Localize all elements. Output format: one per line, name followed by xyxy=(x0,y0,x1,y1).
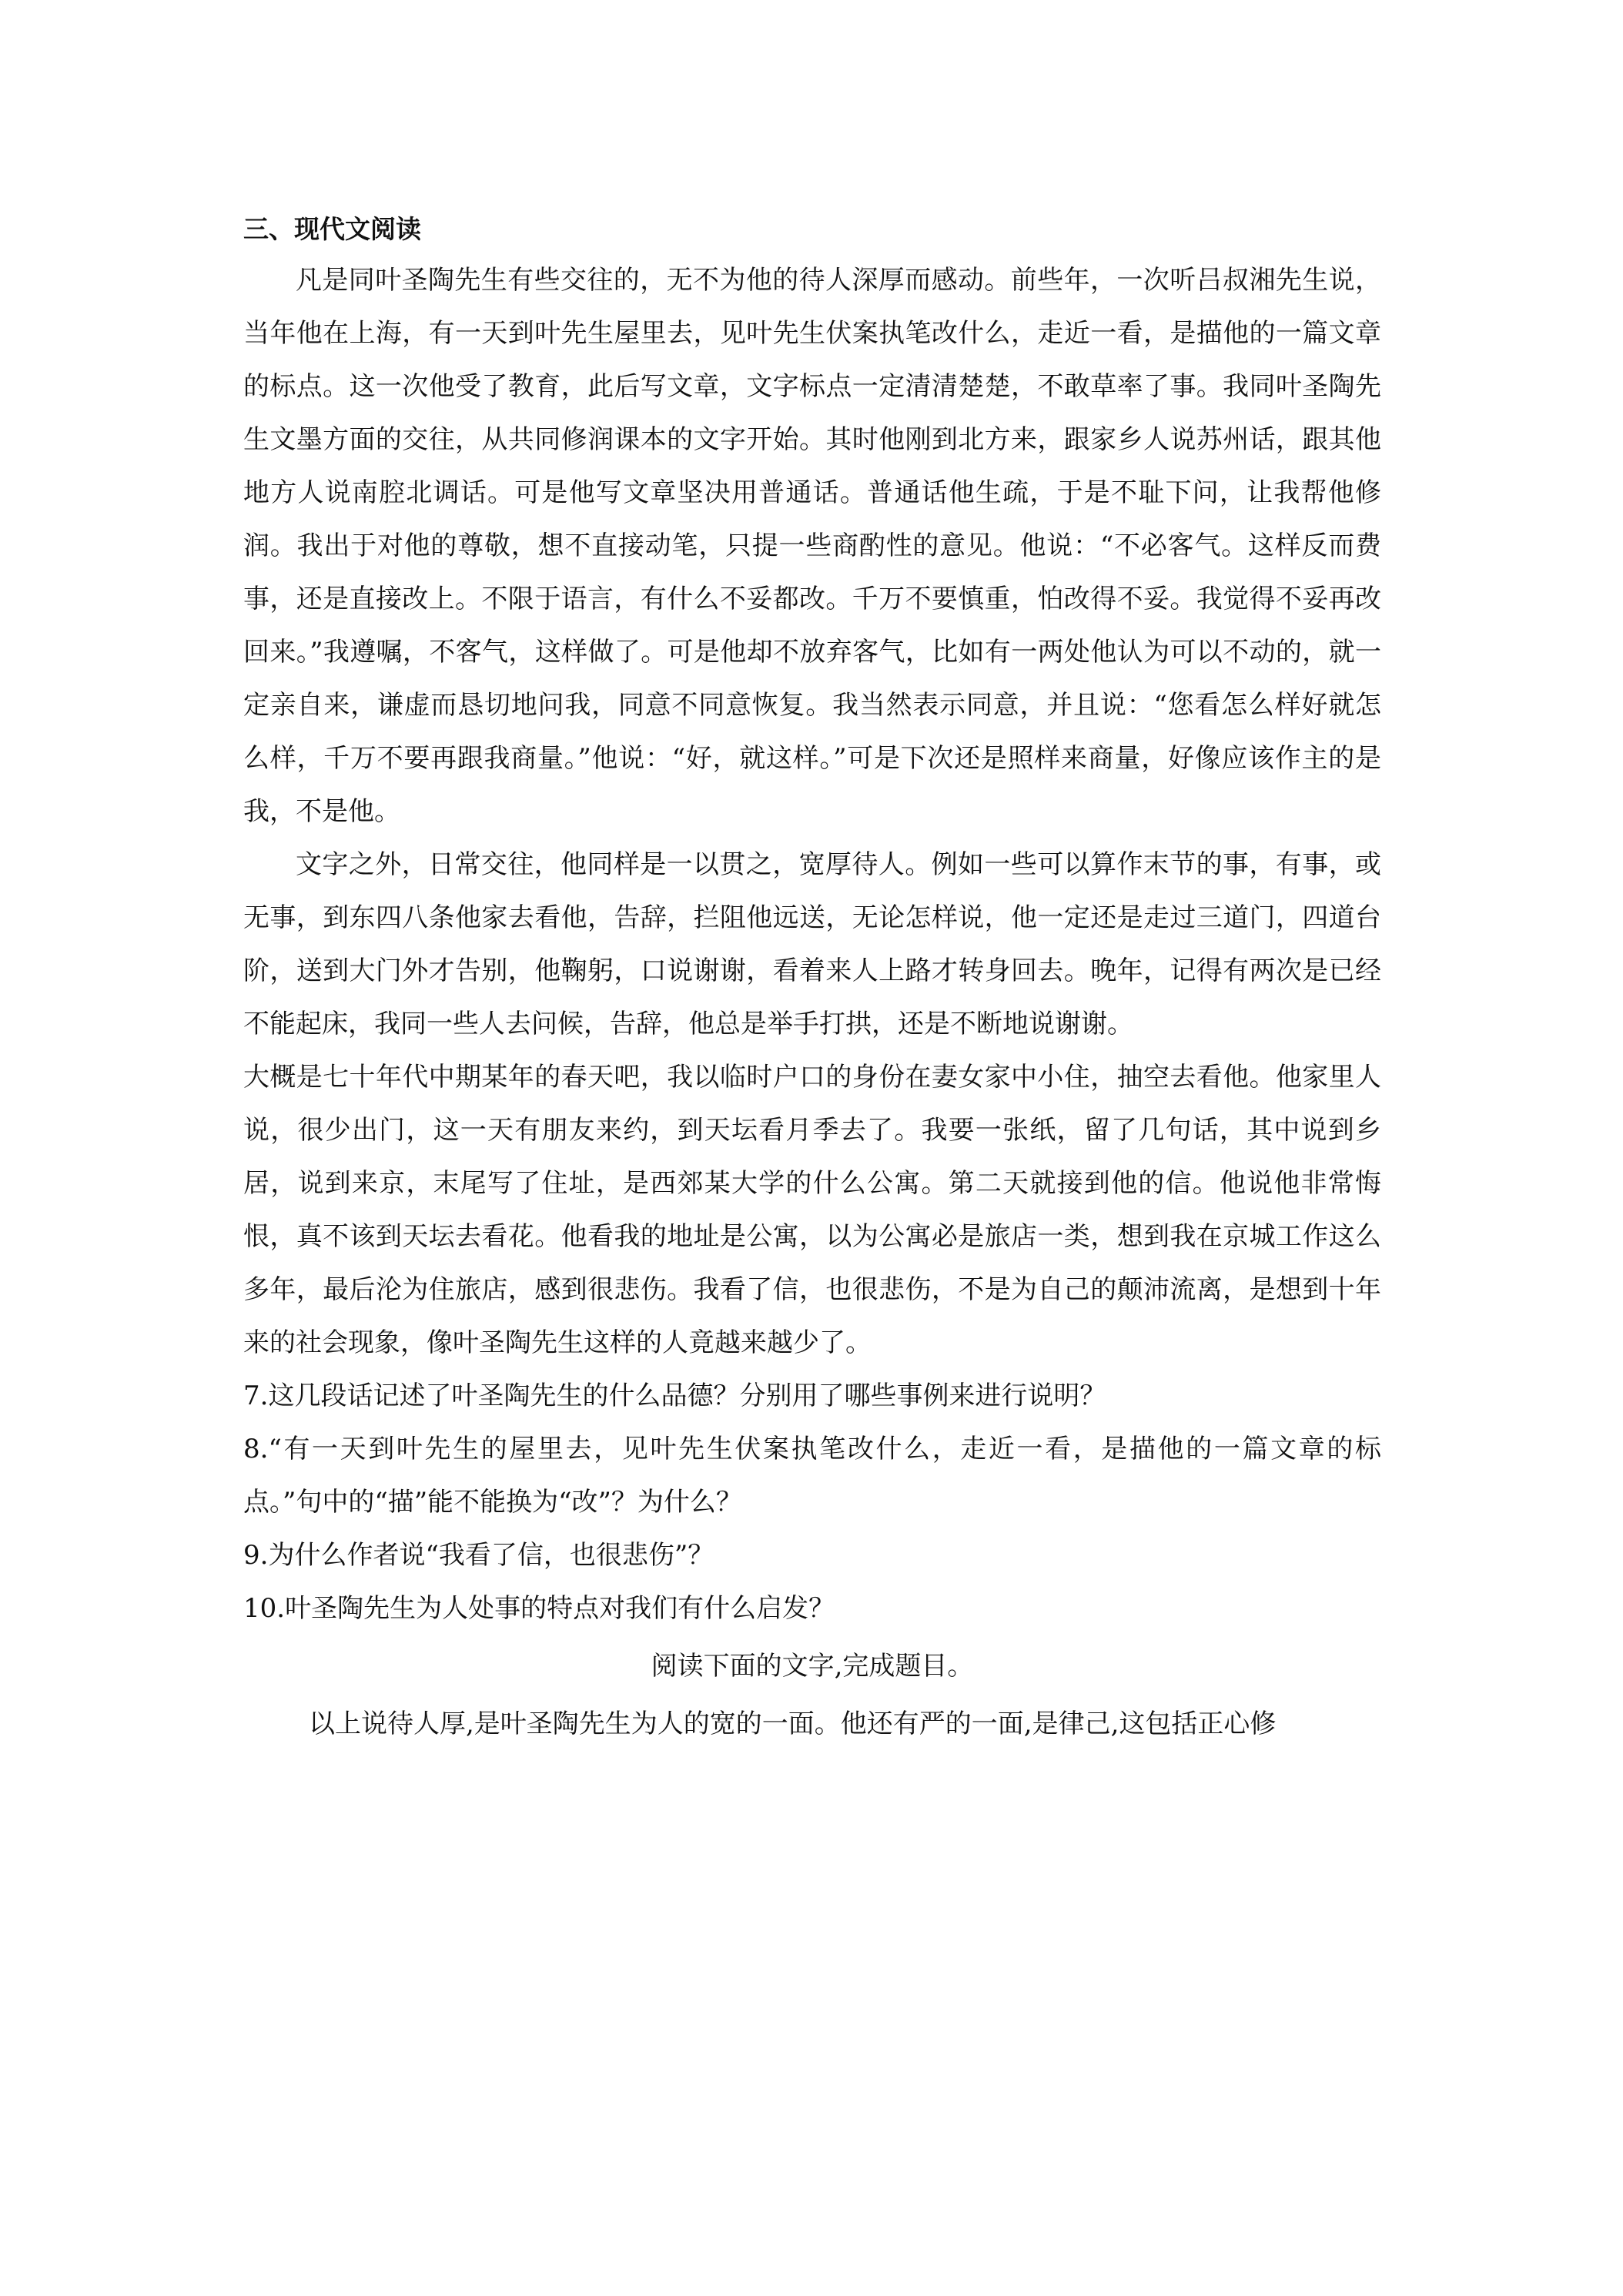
question-8: 8.“有一天到叶先生的屋里去，见叶先生伏案执笔改什么，走近一看，是描他的一篇文章的标点。”句中的“描”能不能换为“改”？为什么？ xyxy=(243,1434,1381,1518)
document-page xyxy=(243,208,1381,1751)
paragraph-3: 大概是七十年代中期某年的春天吧，我以临时户口的身份在妻女家中小住，抽空去看他。他家里人说，很少出门，这一天有朋友来约，到天坛看月季去了。我要一张纸，留了几句话，其中说到乡居，说到来京，末尾写了住址，是西郊某大学的什么公寓。第二天就接到他的信。他说他非常悔恨，真不该到天坛去看花。他看我的地址是公寓，以为公寓必是旅店一类，想到我在京城工作这么多年，最后沦为住旅店，感到很悲伤。我看了信，也很悲伤，不是为自己的颠沛流离，是想到十年来的社会现象，像叶圣陶先生这样的人竟越来越少了。 xyxy=(243,1062,1381,1358)
reading-instruction: 阅读下面的文字,完成题目。 xyxy=(651,1651,974,1682)
next-paragraph: 以上说待人厚,是叶圣陶先生为人的宽的一面。他还有严的一面,是律己,这包括正心修 xyxy=(309,1709,1277,1739)
question-9: 9.为什么作者说“我看了信，也很悲伤”？ xyxy=(243,1540,714,1571)
question-7: 7.这几段话记述了叶圣陶先生的什么品德？分别用了哪些事例来进行说明？ xyxy=(243,1381,1106,1411)
paragraph-2: 文字之外，日常交往，他同样是一以贯之，宽厚待人。例如一些可以算作末节的事，有事，或无事，到东四八条他家去看他，告辞，拦阻他远送，无论怎样说，他一定还是走过三道门，四道台阶，送到大门外才告别，他鞠躬，口说谢谢，看着来人上路才转身回去。晚年，记得有两次是已经不能起床，我同一些人去问候，告辞，他总是举手打拱，还是不断地说谢谢。 xyxy=(243,849,1381,1039)
section-title: 三、现代文阅读 xyxy=(243,214,421,244)
paragraph-1: 凡是同叶圣陶先生有些交往的，无不为他的待人深厚而感动。前些年，一次听吕叔湘先生说，当年他在上海，有一天到叶先生屋里去，见叶先生伏案执笔改什么，走近一看，是描他的一篇文章的标点。这一次他受了教育，此后写文章，文字标点一定清清楚楚，不敢草率了事。我同叶圣陶先生文墨方面的交往，从共同修润课本的文字开始。其时他刚到北方来，跟家乡人说苏州话，跟其他地方人说南腔北调话。可是他写文章坚决用普通话。普通话他生疏，于是不耻下问，让我帮他修润。我出于对他的尊敬，想不直接动笔，只提一些商酌性的意见。他说：“不必客气。这样反而费事，还是直接改上。不限于语言，有什么不妥都改。千万不要慎重，怕改得不妥。我觉得不妥再改回来。”我遵嘱，不客气，这样做了。可是他却不放弃客气，比如有一两处他认为可以不动的，就一定亲自来，谦虚而恳切地问我，同意不同意恢复。我当然表示同意，并且说：“您看怎么样好就怎么样，千万不要再跟我商量。”他说：“好，就这样。”可是下次还是照样来商量，好像应该作主的是我，不是他。 xyxy=(243,265,1381,827)
question-10: 10.叶圣陶先生为人处事的特点对我们有什么启发？ xyxy=(243,1593,835,1624)
